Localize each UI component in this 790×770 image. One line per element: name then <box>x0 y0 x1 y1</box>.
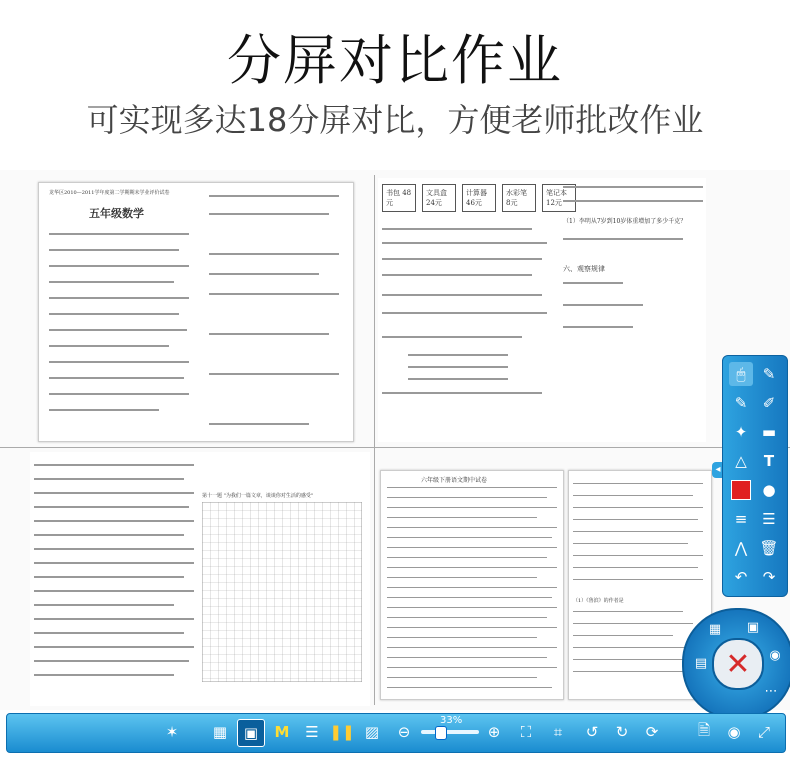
split-divider-vertical[interactable] <box>374 175 375 705</box>
doc-icon[interactable]: 🗎 <box>697 720 711 739</box>
camera-capture-icon[interactable]: ◉ <box>727 723 741 741</box>
active-color-swatch <box>731 480 751 500</box>
folder-icon[interactable]: ▤ <box>694 655 708 671</box>
pause-icon[interactable]: ❚❚ <box>329 723 355 741</box>
magic-icon[interactable]: ✦ <box>734 423 748 441</box>
exam-header: 龙华区2010—2011学年度第二学期期末学业评价试卷 <box>49 190 170 196</box>
undo-icon[interactable]: ↶ <box>734 568 748 586</box>
marker-icon[interactable]: ✐ <box>762 394 776 412</box>
pen-icon[interactable]: ✎ <box>762 365 776 383</box>
radial-close-button[interactable]: ✕ <box>712 638 764 690</box>
compass-icon[interactable]: ⋀ <box>734 539 748 557</box>
pane-bottom-left[interactable] <box>30 452 370 706</box>
page-title: 分屏对比作业 <box>227 29 563 92</box>
zoom-slider-handle[interactable] <box>435 726 447 740</box>
pattern-section: 六、观察规律 <box>563 265 605 273</box>
mouse-icon[interactable]: 🖱 <box>729 362 753 386</box>
star-icon[interactable]: ✶ <box>165 723 179 741</box>
essay-grid <box>202 502 362 682</box>
highlighter-icon[interactable]: ✎ <box>734 394 748 412</box>
image-icon[interactable]: ▨ <box>364 723 380 741</box>
picture-icon[interactable]: ▣ <box>746 619 760 635</box>
zoom-slider[interactable] <box>421 730 479 734</box>
reading-note: （1）《鲁滨》的作者是 <box>573 598 624 604</box>
gallery-icon[interactable]: ▦ <box>708 621 722 637</box>
more-icon[interactable]: ⋯ <box>764 683 778 699</box>
redo-icon[interactable]: ↷ <box>762 568 776 586</box>
refresh-icon[interactable]: ⟳ <box>645 723 659 741</box>
shape-icon[interactable]: △ <box>735 452 747 470</box>
grid-icon[interactable]: ▦ <box>212 723 228 741</box>
trash-icon[interactable]: 🗑 <box>759 539 779 557</box>
exam-title: 五年级数学 <box>89 207 144 220</box>
line-style-icon[interactable]: ☰ <box>762 510 776 528</box>
palette-collapse-tab[interactable]: ◂ <box>712 462 724 478</box>
pane-bottom-middle[interactable] <box>380 470 564 700</box>
tool-palette <box>722 355 788 597</box>
color-icon[interactable] <box>729 478 753 502</box>
page-subtitle: 可实现多达18分屏对比，方便老师批改作业 <box>86 101 704 139</box>
m-icon[interactable]: M <box>274 723 290 741</box>
pane-top-right[interactable]: 书包 48元 文具盒 24元 计算器 46元 水彩笔 8元 笔记本 12元 （1）李明从7岁到10岁体重增加了多少千克？ 六、观察规律 <box>378 178 706 442</box>
zoom-level: 33% <box>440 715 463 726</box>
list-icon[interactable]: ☰ <box>305 723 319 741</box>
camera-icon[interactable]: ◉ <box>769 647 781 663</box>
text-icon[interactable]: T <box>763 452 775 470</box>
rotate-right-icon[interactable]: ↻ <box>615 723 629 741</box>
eraser-icon[interactable]: ▬ <box>761 423 777 441</box>
palette-icon[interactable]: ● <box>762 481 776 499</box>
split-divider-horizontal[interactable] <box>0 447 790 448</box>
essay-caption: 第十一题 "为我们一篇文章，谈谈你对生活的感受" <box>202 493 314 499</box>
zoom-out-icon[interactable]: ⊖ <box>397 723 411 741</box>
radial-menu <box>682 608 790 720</box>
crop-icon[interactable]: ⌗ <box>553 723 563 741</box>
fullscreen-icon[interactable]: ⤢ <box>757 723 770 741</box>
fit-icon[interactable]: ⛶ <box>520 723 532 741</box>
pane-top-left[interactable] <box>38 182 354 442</box>
zoom-in-icon[interactable]: ⊕ <box>487 723 501 741</box>
chinese-exam-title: 六年级下册语文期中试卷 <box>421 477 488 484</box>
rotate-left-icon[interactable]: ↺ <box>585 723 599 741</box>
weight-question: （1）李明从7岁到10岁体重增加了多少千克？ <box>563 218 687 225</box>
layout-icon[interactable]: ▣ <box>237 719 265 747</box>
bottom-toolbar <box>6 713 786 753</box>
line-width-icon[interactable]: ≡ <box>734 510 748 528</box>
